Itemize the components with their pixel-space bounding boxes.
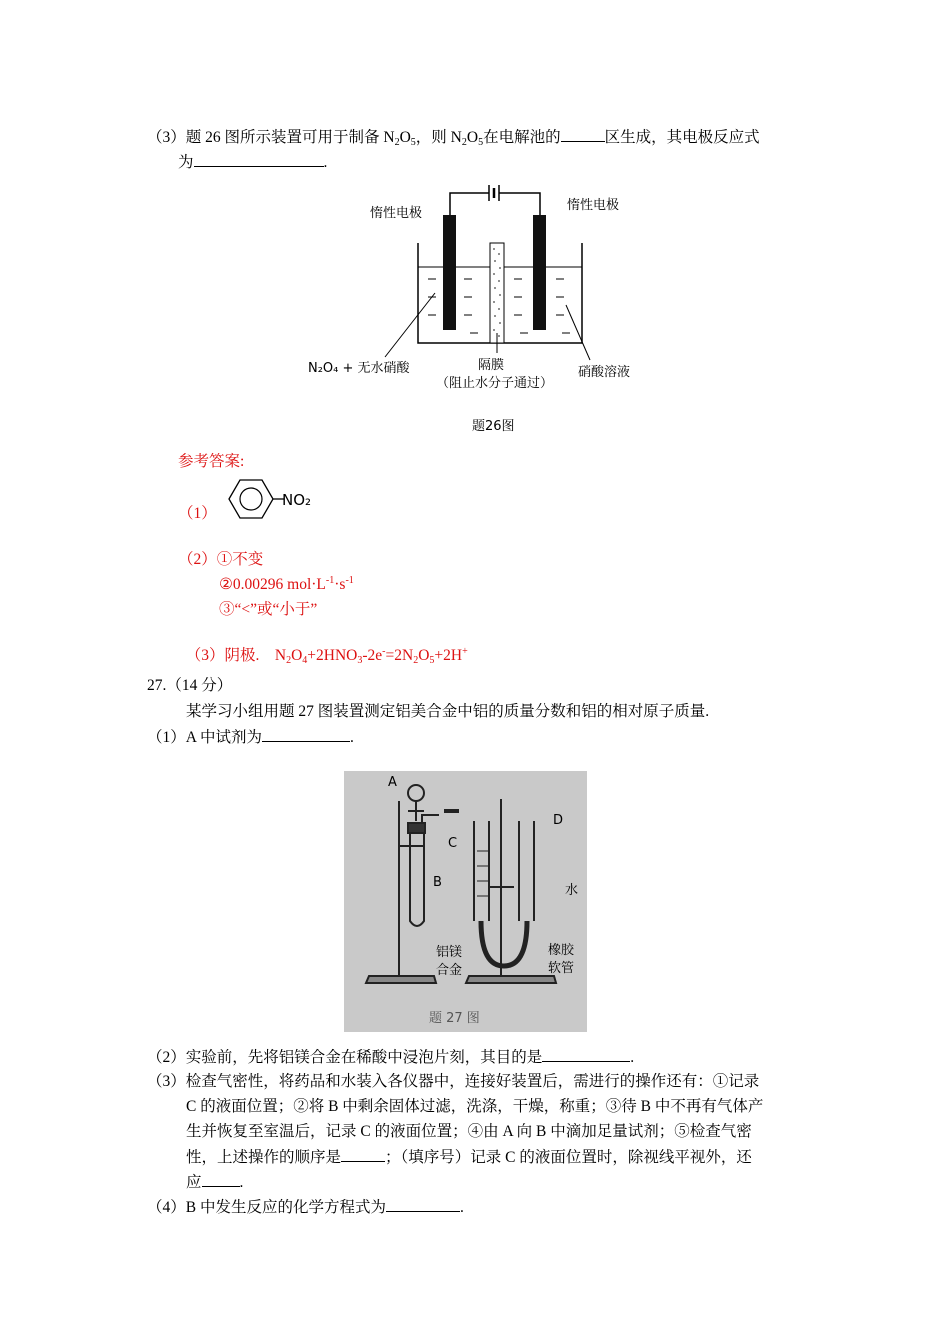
blank-electrode-equation[interactable] <box>194 152 324 167</box>
answer-2-3: ③“<”或“小于” <box>219 601 318 618</box>
q26-3-line1: （3）题 26 图所示装置可用于制备 $N_2O_5$，则 $N_2O_5$在电解池的 区生成，其电极反应式 <box>147 129 760 148</box>
blank-region[interactable] <box>561 127 605 142</box>
figure-26 <box>300 175 660 440</box>
benzene-ring-icon <box>220 474 330 524</box>
q27-2: （2）实验前，先将铝镁合金在稀酸中浸泡片刻，其目的是 . <box>147 1049 635 1066</box>
label-water: 水 <box>565 883 579 898</box>
label-b: B <box>433 875 442 890</box>
q27-3-line4: 性，上述操作的顺序是 ；（填序号）记录 C 的液面位置时，除视线平视外，还 <box>186 1149 752 1166</box>
q26-3-line2: 为 . <box>178 154 328 171</box>
nitro-group-label: NO₂ <box>282 491 312 509</box>
answer-3: （3）阴极. $N_2O_4+2HNO_3-2e^-=2N_2O_5+2H^+$ <box>185 646 468 666</box>
right-electrode-label: 惰性电极 <box>567 198 620 213</box>
blank-equation[interactable] <box>386 1197 460 1212</box>
q27-3-line1: （3）检查气密性，将药品和水装入各仪器中，连接好装置后，需进行的操作还有：①记录 <box>147 1073 760 1090</box>
label-tube-1: 橡胶 <box>548 943 575 958</box>
label-c: C <box>448 836 458 851</box>
figure-26-caption: 题26图 <box>472 419 515 434</box>
q27-1: （1）A 中试剂为 . <box>147 729 354 746</box>
right-solution-label: 硝酸溶液 <box>578 365 631 380</box>
q27-4: （4）B 中发生反应的化学方程式为 . <box>147 1199 464 1216</box>
answer-1-label: （1） <box>178 505 217 522</box>
membrane-note: （阻止水分子通过） <box>436 376 554 391</box>
blank-also-should[interactable] <box>202 1172 240 1187</box>
left-electrode-label: 惰性电极 <box>370 206 423 221</box>
figure-27-caption: 题 27 图 <box>429 1011 480 1026</box>
gas-apparatus-diagram <box>344 771 587 1032</box>
answer-2-1: （2）①不变 <box>178 551 264 568</box>
blank-purpose[interactable] <box>542 1047 630 1062</box>
electrolysis-cell-diagram <box>300 175 660 440</box>
q27-header: 27.（14 分） <box>147 677 233 694</box>
answers-heading: 参考答案: <box>178 453 245 470</box>
blank-sequence[interactable] <box>341 1147 385 1162</box>
left-solution-label: N₂O₄ + 无水硝酸 <box>308 361 410 376</box>
nitrobenzene-structure <box>220 474 330 524</box>
q27-intro: 某学习小组用题 27 图装置测定铝美合金中铝的质量分数和铝的相对原子质量. <box>186 703 710 720</box>
label-tube-2: 软管 <box>548 961 575 976</box>
q27-3-line3: 生并恢复至室温后，记录 C 的液面位置；④由 A 向 B 中滴加足量试剂；⑤检查气密 <box>186 1123 752 1140</box>
membrane-label: 隔膜 <box>478 358 505 373</box>
blank-a-reagent[interactable] <box>262 727 350 742</box>
label-a: A <box>388 775 397 790</box>
label-alloy-1: 铝镁 <box>436 945 463 960</box>
label-d: D <box>553 813 564 828</box>
label-alloy-2: 合金 <box>436 963 463 978</box>
q27-3-line2: C 的液面位置；②将 B 中剩余固体过滤，洗涤，干燥，称重；③待 B 中不再有气体产 <box>186 1098 764 1115</box>
answer-2-2: ②0.00296 $mol\cdot L^{-1}\cdot s^{-1}$ <box>219 575 354 593</box>
figure-27 <box>344 771 587 1032</box>
q27-3-line5: 应 . <box>186 1174 244 1191</box>
